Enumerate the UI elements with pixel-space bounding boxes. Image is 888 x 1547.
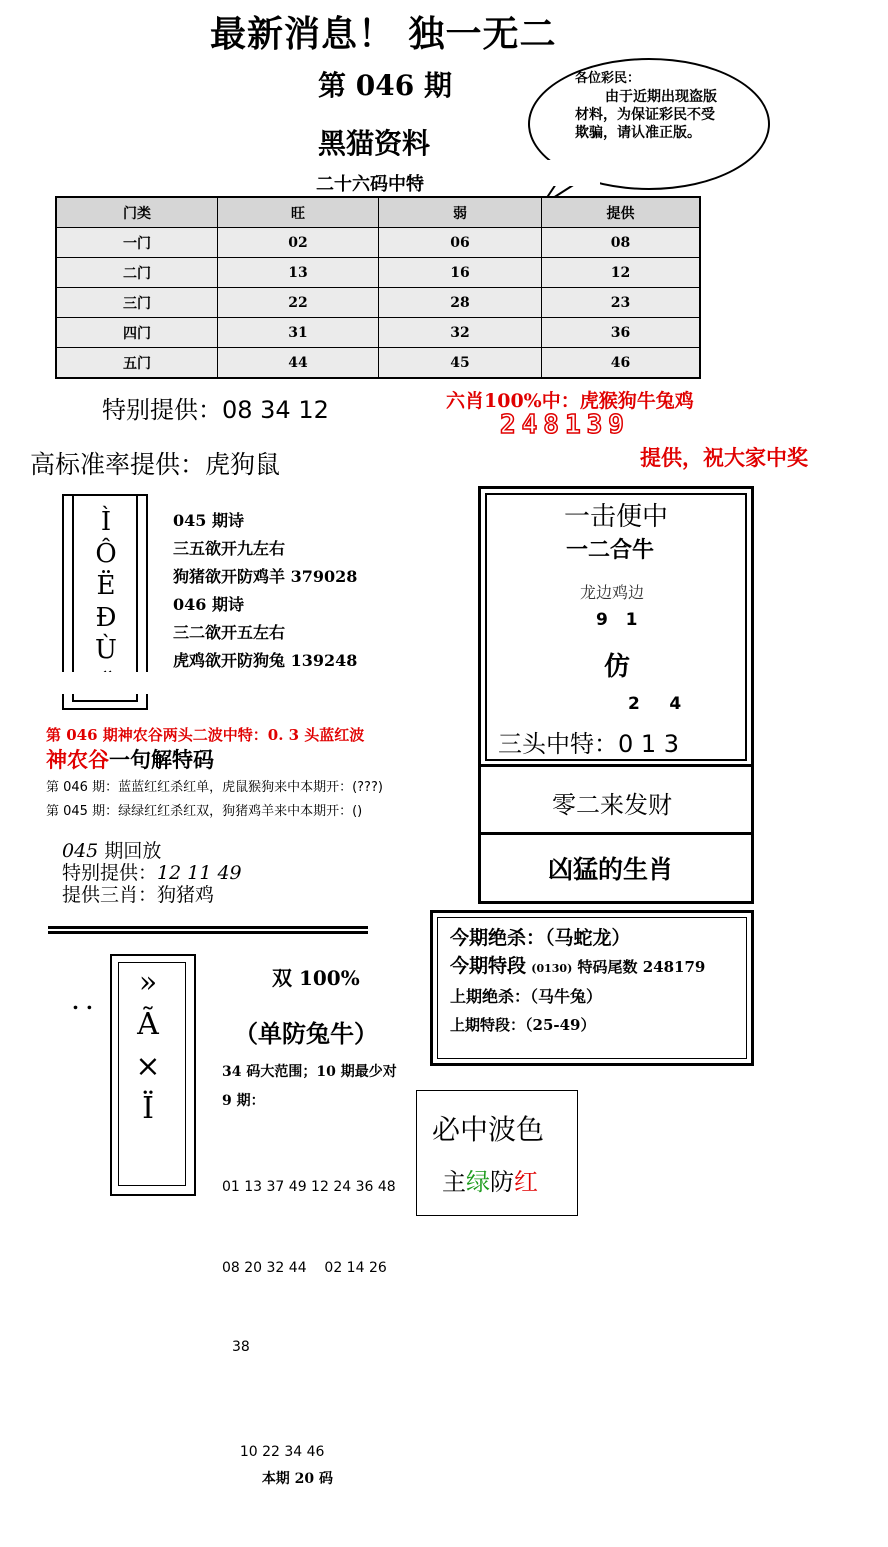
hit-box-hint: 龙边鸡边 [580,583,645,602]
six-zodiac: 六肖100%中：虎猴狗牛兔鸡 [446,390,694,412]
hit-box-subtitle: 一二合牛 [566,537,655,563]
review-title [62,840,242,862]
notice-line1: 各位彩民： [575,71,641,86]
range-nums-3: 38 [232,1339,250,1355]
this-issue-label: 本期 20 码 [261,1471,334,1487]
poem-line: 三二欲开五左右 [173,623,286,642]
fierce-text: 凶猛的生肖 [548,855,674,884]
range-title: 34 码大范围；10 期最少对 [222,1064,397,1080]
review-zodiac: 提供三肖：狗猪鸡 [62,884,215,906]
table-cell: 02 [218,228,379,258]
headline: 最新消息！ 独一无二 [210,14,557,55]
range-nums-1: 01 13 37 49 12 24 36 48 [222,1179,396,1195]
table-cell: 一门 [56,228,218,258]
poem-glyph: Ë [96,571,116,601]
bottom-glyph: Ã [137,1007,159,1042]
table-cell: 46 [542,348,701,379]
shennong-line2: 第 045 期：绿绿红红杀红双，狗猪鸡羊来中本期开：() [46,804,363,819]
poem-line: 虎鸡欲开防狗兔 139248 [173,651,358,670]
subtitle: 黑猫资料 [318,127,431,160]
double-100: 双 100% [272,966,360,990]
kill-box-content [450,924,705,1039]
bottom-glyph-column [128,962,168,1130]
section-divider [48,926,368,929]
poem-glyph: Ô [95,539,117,569]
wave-line [442,1162,538,1197]
high-accuracy: 高标准率提供：虎狗鼠 [30,450,281,479]
bottom-dots: . . [72,990,93,1014]
kill-line2 [450,952,705,983]
range-nums-4: 10 22 34 46 [239,1444,325,1460]
hit-box-fang: 仿 [604,652,631,682]
table-cell: 08 [542,228,701,258]
review-title-text: 期回放 [104,840,162,862]
kill-line3: 上期绝杀：（马牛兔） [450,987,603,1006]
table-row [56,258,700,288]
range-nums-4-row [222,1412,396,1520]
table-cell: 二门 [56,258,218,288]
shennong-brand [46,744,214,774]
bottom-glyph: Ï [142,1091,154,1126]
number-table [55,196,701,379]
table-cell: 三门 [56,288,218,318]
kill-line2-a: 今期特段 [450,955,527,977]
review-special-value: 12 11 49 [157,862,242,884]
poem-line: 045 期诗 [173,511,244,530]
table-row [56,348,700,379]
wish-text: 提供，祝大家中奖 [640,445,808,470]
notice-text [575,70,725,160]
poem-glyph: Ð [95,603,117,633]
poem-line: 046 期诗 [173,595,244,614]
review-block [62,840,242,906]
table-header-cell: 门类 [56,197,218,228]
wave-green: 绿 [466,1168,490,1196]
range-sub: 9 期： [222,1093,265,1109]
six-zodiac-numbers: 248139 [500,410,630,440]
hit-box-nums2: 2 4 [628,694,682,714]
three-heads: 三头中特：0 1 3 [498,730,680,758]
table-cell: 31 [218,318,379,348]
table-cell: 45 [379,348,542,379]
guard-zodiac: （单防兔牛） [234,1019,378,1048]
table-header-row [56,197,700,228]
shennong-brand-red: 神农谷 [46,747,109,772]
poem-glyph-column [86,506,126,698]
review-title-num: 045 [62,840,99,862]
shennong-title: 第 046 期神农谷两头二波中特：0. 3 头蓝红波 [46,726,365,744]
wave-main: 主 [442,1168,466,1196]
notice-line2: 由于近期出现盗版材料，为保证彩民不受欺骗，请认准正版。 [575,89,717,141]
table-cell: 28 [379,288,542,318]
poem-line: 三五欲开九左右 [173,539,286,558]
poem-glyph: Ù [95,635,117,665]
special-provision: 特别提供：08 34 12 [102,396,329,424]
range-numbers [222,1120,396,1547]
issue-number: 第 046 期 [318,69,452,102]
table-header-cell: 弱 [379,197,542,228]
poem-fade-band [48,672,488,694]
table-cell: 23 [542,288,701,318]
table-cell: 五门 [56,348,218,379]
table-row [56,288,700,318]
table-cell: 四门 [56,318,218,348]
table-cell: 16 [379,258,542,288]
table-cell: 44 [218,348,379,379]
wave-title: 必中波色 [432,1113,545,1146]
review-special-label: 特别提供： [62,862,158,884]
table-cell: 32 [379,318,542,348]
table-caption: 二十六码中特 [316,174,424,195]
bottom-glyph: » [138,965,158,1000]
hit-box-nums1: 9 1 [596,610,638,630]
wave-red: 红 [514,1168,538,1196]
poem-line: 狗猪欲开防鸡羊 379028 [173,567,358,586]
table-cell: 13 [218,258,379,288]
poem-lines [173,507,357,675]
range-nums-2: 08 20 32 44 02 14 26 [222,1260,387,1276]
table-cell: 36 [542,318,701,348]
table-cell: 12 [542,258,701,288]
kill-line2-b: (0130) [531,962,573,975]
kill-line1: 今期绝杀：（马蛇龙） [450,927,631,949]
table-cell: 06 [379,228,542,258]
wave-guard: 防 [490,1168,514,1196]
table-header-cell: 旺 [218,197,379,228]
hit-box-title: 一击便中 [564,502,669,532]
shennong-brand-black: 一句解特码 [109,747,214,772]
table-row [56,228,700,258]
shennong-line1: 第 046 期：蓝蓝红红杀红单，虎鼠猴狗来中本期开：(???) [46,780,383,795]
bottom-glyph: × [135,1049,161,1084]
poem-glyph: Ì [100,507,112,537]
table-header-cell: 提供 [542,197,701,228]
table-row [56,318,700,348]
review-special [62,862,242,884]
kill-line4: 上期特段：（25-49） [450,1016,596,1034]
kill-line2-c: 特码尾数 248179 [577,958,706,976]
bubble-tail-mask [540,160,600,186]
fortune-text: 零二来发财 [552,791,672,819]
table-cell: 22 [218,288,379,318]
